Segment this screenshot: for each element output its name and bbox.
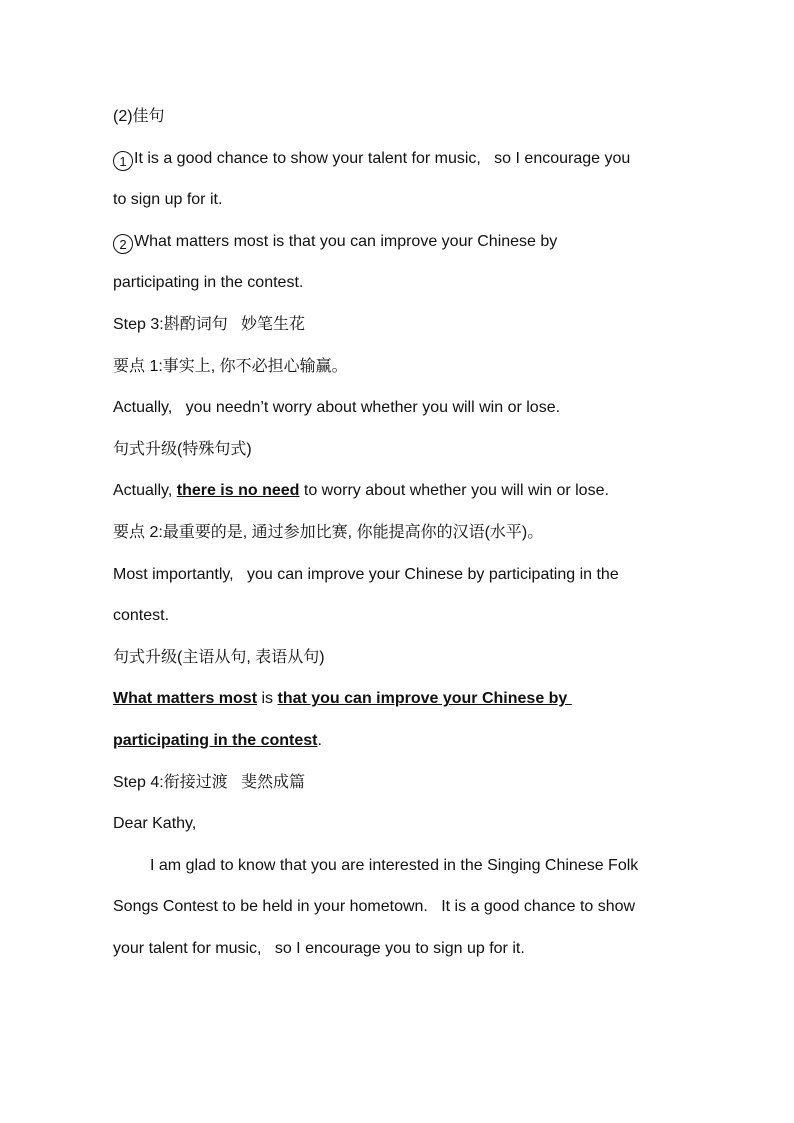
sentence-2-continued: participating in the contest. (113, 274, 304, 292)
letter-paragraph-line-1: I am glad to know that you are interested in the Singing Chinese Folk (150, 856, 639, 874)
upgrade-heading-clauses: 句式升级(主语从句, 表语从句) (113, 648, 325, 666)
letter-paragraph-line-2: Songs Contest to be held in your hometown. It is a good chance to show (113, 898, 636, 916)
letter-paragraph-line-3: your talent for music, so I encourage you to sign up for it. (113, 939, 525, 957)
predicative-clause-continued: participating in the contest (113, 731, 318, 749)
period: . (317, 731, 322, 749)
sentence-1-continued: to sign up for it. (113, 191, 223, 209)
step-3-heading: Step 3:斟酌词句 妙笔生花 (113, 315, 306, 333)
document-page (113, 96, 683, 969)
upgraded-sentence-1 (113, 470, 683, 512)
key-point-1-translation: Actually, you needn’t worry about whether you will win or lose. (113, 399, 561, 417)
letter-salutation: Dear Kathy, (113, 815, 197, 833)
step-4-heading: Step 4:衔接过渡 斐然成篇 (113, 773, 306, 791)
predicative-clause: that you can improve your Chinese by (277, 690, 572, 708)
sentence-2-text: What matters most is that you can improve your Chinese by (134, 232, 558, 250)
highlighted-phrase: there is no need (176, 482, 300, 500)
circled-number-2: 2 (113, 234, 133, 254)
upgraded-sentence-1-start: Actually, (113, 482, 177, 500)
key-point-2-translation-continued: contest. (113, 607, 170, 625)
sentence-1-text: It is a good chance to show your talent for music, so I encourage you (134, 149, 631, 167)
section-heading-good-sentences: (2)佳句 (113, 108, 165, 125)
linking-verb: is (257, 690, 278, 708)
key-point-2-translation: Most importantly, you can improve your Chinese by participating in the (113, 565, 619, 583)
upgraded-sentence-2 (113, 678, 683, 720)
sentence-2 (113, 221, 683, 263)
subject-clause: What matters most (113, 690, 258, 708)
upgraded-sentence-1-end: to worry about whether you will win or lose. (299, 482, 609, 500)
sentence-1 (113, 138, 683, 180)
circled-number-1: 1 (113, 151, 133, 171)
upgrade-heading-special: 句式升级(特殊句式) (113, 440, 252, 458)
key-point-1: 要点 1:事实上, 你不必担心输赢。 (113, 357, 348, 375)
upgraded-sentence-2-continued (113, 720, 683, 762)
key-point-2: 要点 2:最重要的是, 通过参加比赛, 你能提高你的汉语(水平)。 (113, 523, 544, 541)
